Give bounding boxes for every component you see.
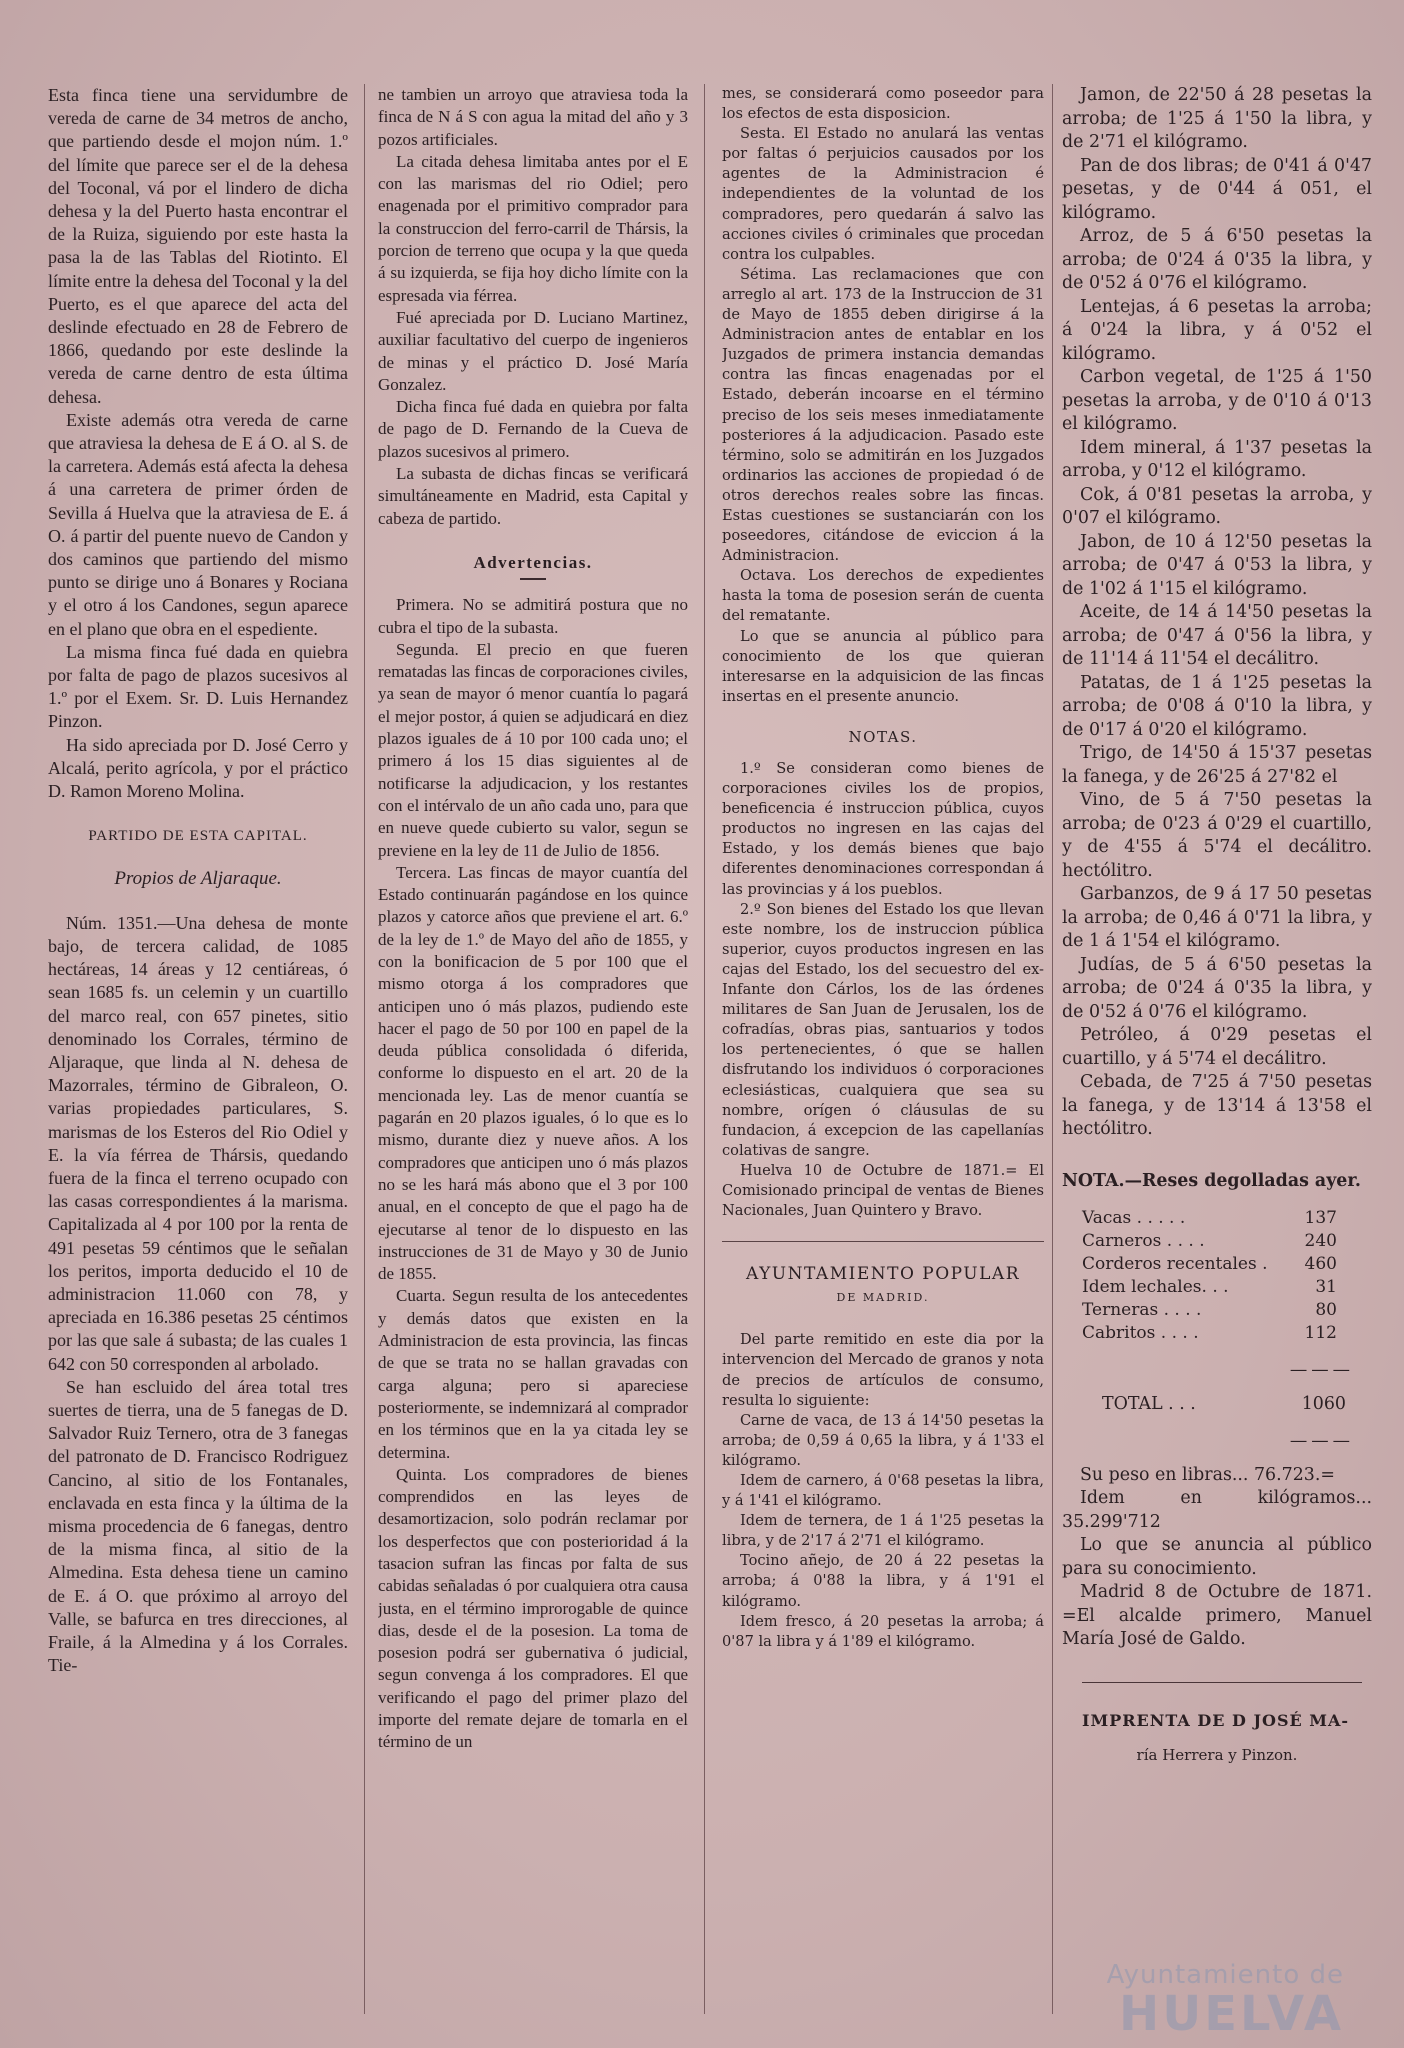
paragraph: 1.º Se consideran como bienes de corporaciones civiles los de propios, beneficencia é instruccion pública, cuyos productos no ingresen en las cajas del Estado, y los demás bienes que bajo diferentes denominaciones correspondan á las provincias y á los pueblos. [722, 760, 1044, 898]
price-item: Vino, de 5 á 7'50 pesetas la arroba; de 0'23 á 0'29 el cuartillo, y de 4'55 á 5'74 el decálitro. hectólitro. [1062, 790, 1372, 881]
section-heading: PARTIDO DE ESTA CAPITAL. [88, 828, 308, 845]
watermark-text: Ayuntamiento de [1106, 1960, 1344, 1990]
price-item: Arroz, de 5 á 6'50 pesetas la arroba; de 0'24 á 0'35 la libra, y de 0'52 á 0'76 el kilógramo. [1062, 226, 1372, 293]
paragraph: Carne de vaca, de 13 á 14'50 pesetas la arroba; de 0,59 á 0,65 la libra, y á 1'33 el kilógramo. [722, 1411, 1044, 1469]
row-value: 137 [1304, 1208, 1337, 1228]
total-label: TOTAL . . . [1102, 1393, 1196, 1414]
table-row [1082, 1276, 1337, 1299]
column-4 [1062, 84, 1372, 2028]
table-row [1082, 1322, 1337, 1345]
section-heading: NOTAS. [848, 727, 918, 746]
price-item: Jabon, de 10 á 12'50 pesetas la arroba; de 0'47 á 0'53 la libra, y de 1'02 á 1'15 el kilógramo. [1062, 531, 1372, 599]
dash-separator: ——— [1289, 1431, 1354, 1451]
paragraph: Dicha finca fué dada en quiebra por falta de pago de D. Fernando de la Cueva de plazos sucesivos al primero. [378, 397, 688, 461]
imprint-line: IMPRENTA DE D JOSÉ MA- [1082, 1710, 1350, 1730]
horizontal-rule [1082, 1682, 1362, 1683]
table-row [1082, 1253, 1337, 1276]
row-label: Terneras . . . . [1082, 1300, 1202, 1320]
paragraph: Primera. No se admitirá postura que no cubra el tipo de la subasta. [378, 595, 688, 637]
paragraph: Cuarta. Segun resulta de los antecedentes y demás datos que existen en la Administracion de esta provincia, las fincas de que se trata no se hallan gravadas con carga alguna; pero si apareciese posteriormente, se indemnizará al comprador en los términos que en la ya citada ley se determina. [378, 1286, 688, 1462]
paragraph: La subasta de dichas fincas se verificará simultáneamente en Madrid, esta Capital y cabeza de partido. [378, 464, 688, 528]
price-item: Trigo, de 14'50 á 15'37 pesetas la fanega, y de 26'25 á 27'82 el [1062, 743, 1372, 787]
paragraph: Lo que se anuncia al público para conocimiento de los que quieran interesarse en la adquisicion de las fincas insertas en el presente anuncio. [722, 627, 1044, 705]
paragraph: ne tambien un arroyo que atraviesa toda la finca de N á S con agua la mitad del año y 3 pozos artificiales. [378, 85, 688, 149]
paragraph: 2.º Son bienes del Estado los que llevan este nombre, los de instruccion pública superior, cuyos productos ingresen en las cajas del Estado, los del secuestro del ex-Infante don Cárlos, los de las órdenes militares de San Juan de Jerusalen, los de cofradías, obras pias, santuarios y todos los pertenecientes, ó que se hallen disfrutando los individuos ó corporaciones eclesiásticas, cualquiera que sea su nombre, orígen ó cláusulas de su fundacion, á excepcion de las capellanías colativas de sangre. [722, 900, 1044, 1159]
row-value: 460 [1304, 1254, 1337, 1274]
row-value: 112 [1304, 1323, 1337, 1343]
paragraph: Idem de carnero, á 0'68 pesetas la libra, y á 1'41 el kilógramo. [722, 1472, 1044, 1510]
paragraph: Madrid 8 de Octubre de 1871. =El alcalde primero, Manuel María José de Galdo. [1062, 1582, 1372, 1649]
row-value: 240 [1304, 1231, 1337, 1251]
price-item: Aceite, de 14 á 14'50 pesetas la arroba; de 0'47 á 0'56 la libra, y de 11'14 á 11'54 el decálitro. [1062, 602, 1372, 669]
row-value: 31 [1315, 1277, 1337, 1297]
paragraph: Núm. 1351.—Una dehesa de monte bajo, de tercera calidad, de 1085 hectáreas, 14 áreas y 12 centiáreas, ó sean 1685 fs. un celemin y un cuartillo del marco real, con 657 pinetes, sitio denominado los Corrales, término de Aljaraque, que linda al N. dehesa de Mazorrales, término de Gibraleon, O. varias propiedades particulares, S. marismas de los Esteros del Rio Odiel y E. la vía férrea de Thársis, quedando fuera de la finca el terreno ocupado con las casas correspondientes á la marisma. Capitalizada al 4 por 100 por la renta de 491 pesetas 59 céntimos que le señalan los peritos, importa deducido el 10 de administracion 11.060 con 78, y apreciada en 16.386 pesetas 25 céntimos por las que sale á subasta; de las cuales 1 642 con 50 corresponden al arbolado. [48, 912, 348, 1374]
price-item: Jamon, de 22'50 á 28 pesetas la arroba; de 1'25 á 1'50 la libra, y de 2'71 el kilógramo. [1062, 85, 1372, 152]
row-label: Cabritos . . . . [1082, 1323, 1199, 1343]
reses-table [1082, 1207, 1337, 1345]
price-item: Judías, de 5 á 6'50 pesetas la arroba; de 0'24 á 0'35 la libra, y de 0'52 á 0'76 el kilógramo. [1062, 954, 1372, 1022]
paragraph: Idem de ternera, de 1 á 1'25 pesetas la libra, y de 2'17 á 2'71 el kilógramo. [722, 1512, 1044, 1550]
table-row [1082, 1207, 1337, 1230]
paragraph: Fué apreciada por D. Luciano Martinez, auxiliar facultativo del cuerpo de ingenieros de minas y el práctico D. José María Gonzalez. [378, 307, 688, 394]
price-item: Cebada, de 7'25 á 7'50 pesetas la fanega, y de 13'14 á 13'58 el hectólitro. [1062, 1072, 1372, 1139]
price-item: Patatas, de 1 á 1'25 pesetas la arroba; de 0'08 á 0'10 la libra, y de 0'17 á 0'20 el kilógramo. [1062, 672, 1372, 740]
paragraph: Lo que se anuncia al público para su conocimiento. [1062, 1535, 1372, 1579]
subsection-heading: DE MADRID. [836, 1291, 930, 1305]
row-label: Idem lechales. . . [1082, 1277, 1229, 1297]
paragraph: Existe además otra vereda de carne que atraviesa la dehesa de E á O. al S. de la carretera. Además está afecta la dehesa á una carretera de primer órden de Sevilla á Huelva que la atraviesa de E. á O. á partir del puente nuevo de Candon y dos caminos que partiendo del mismo punto se dirige uno á Bonares y Rociana y el otro á los Candones, segun aparece en el plano que obra en el espediente. [48, 409, 348, 639]
paragraph: Se han escluido del área total tres suertes de tierra, una de 5 fanegas de D. Salvador Ruiz Ternero, otra de 3 fanegas del patronato de D. Francisco Rodriguez Cancino, al sitio de los Fontanales, enclavada en esta finca y la última de la misma procedencia de 6 fanegas, dentro de la misma finca, al sitio de la Almedina. Esta dehesa tiene un camino de E. á O. que próximo al arroyo del Valle, se bafurca en tres direcciones, al Fraile, á la Almedina y á los Corrales. Tie- [48, 1376, 348, 1676]
paragraph: Huelva 10 de Octubre de 1871.= El Comisionado principal de ventas de Bienes Nacionales, Juan Quintero y Bravo. [722, 1161, 1044, 1220]
price-item: Lentejas, á 6 pesetas la arroba; á 0'24 la libra, y á 0'52 el kilógramo. [1062, 296, 1372, 364]
archive-watermark [1106, 1960, 1344, 2042]
column-rule [364, 84, 365, 2014]
column-1 [48, 84, 348, 2028]
paragraph: Del parte remitido en este dia por la intervencion del Mercado de granos y nota de precios de artículos de consumo, resulta lo siguiente: [722, 1331, 1044, 1409]
nota-heading: NOTA.—Reses degolladas ayer. [1062, 1170, 1361, 1191]
price-item: Petróleo, á 0'29 pesetas el cuartillo, y á 5'74 el decálitro. [1062, 1025, 1372, 1069]
watermark-text: HUELVA [1119, 1986, 1344, 2042]
price-item: Idem mineral, á 1'37 pesetas la arroba, y 0'12 el kilógramo. [1062, 437, 1372, 481]
row-label: Corderos recentales . [1082, 1254, 1268, 1274]
price-item: Carbon vegetal, de 1'25 á 1'50 pesetas la arroba, y de 0'10 á 0'13 el kilógramo. [1062, 367, 1372, 434]
paragraph: Tocino añejo, de 20 á 22 pesetas la arroba; á 0'88 la libra, y á 1'91 el kilógramo. [722, 1552, 1044, 1610]
paragraph: Su peso en libras... 76.723.= [1080, 1464, 1335, 1485]
paragraph: Sesta. El Estado no anulará las ventas por faltas ó perjuicios causados por los agentes de la Administracion é independientes de la voluntad de los compradores, pero quedarán á salvo las acciones civiles ó criminales que procedan contra los culpables. [722, 125, 1044, 263]
column-3 [722, 84, 1044, 2028]
price-item: Pan de dos libras; de 0'41 á 0'47 pesetas, y de 0'44 á 051, el kilógramo. [1062, 155, 1372, 223]
paragraph: Octava. Los derechos de expedientes hasta la toma de posesion serán de cuenta del rematante. [722, 567, 1044, 625]
column-rule [704, 84, 705, 2014]
paragraph: La citada dehesa limitaba antes por el E con las marismas del rio Odiel; pero enagenada por el primitivo comprador para la construccion del ferro-carril de Thársis, la porcion de terreno que ocupa y la que queda á su izquierda, se fija hoy dicho límite con la espresada via férrea. [378, 151, 688, 305]
section-heading: AYUNTAMIENTO POPULAR [722, 1241, 1044, 1284]
column-2 [378, 84, 688, 2028]
paragraph: Segunda. El precio en que fueren rematadas las fincas de corporaciones civiles, ya sean de mayor ó menor cuantía lo pagará el mejor postor, á quien se adjudicará en diez plazos iguales de á 10 por 100 cada uno; el primero á los 15 dias siguientes al de notificarse la adjudicacion, y los restantes con el intérvalo de un año cada uno, para que en nueve quede cubierto su valor, segun se previene en la ley de 11 de Julio de 1856. [378, 639, 688, 860]
paragraph: Tercera. Las fincas de mayor cuantía del Estado continuarán pagándose en los quince plazos y catorce años que previene el art. 6.º de la ley de 1.º de Mayo del año de 1855, y con la bonificacion de 5 por 100 que el mismo otorga á los compradores que anticipen uno ó más plazos, pudiendo este hacer el pago de 50 por 100 en papel de la deuda pública consolidada ó diferida, conforme lo dispuesto en el art. 20 de la mencionada ley. Las de menor cuantía se pagarán en 20 plazos iguales, ó lo que es lo mismo, durante diez y nueve años. A los compradores que anticipen uno ó más plazos no se les hará más abono que el 3 por 100 anual, en el concepto de que el pago ha de ejecutarse al tenor de lo dispuesto en las instrucciones de 31 de Mayo y 30 de Junio de 1855. [378, 862, 688, 1284]
column-rule [1052, 84, 1053, 2014]
paragraph: Ha sido apreciada por D. José Cerro y Alcalá, perito agrícola, y por el práctico D. Ramon Moreno Molina. [48, 734, 348, 802]
row-label: Carneros . . . . [1082, 1231, 1205, 1251]
paragraph: Idem en kilógramos... 35.299'712 [1062, 1488, 1372, 1532]
row-value: 80 [1315, 1300, 1337, 1320]
table-row [1082, 1230, 1337, 1253]
row-label: Vacas . . . . . [1082, 1208, 1186, 1228]
imprint-line: ría Herrera y Pinzon. [1136, 1746, 1298, 1764]
subsection-heading: Propios de Aljaraque. [114, 867, 282, 889]
table-row [1082, 1299, 1337, 1322]
dash-separator: ——— [1289, 1360, 1354, 1380]
paragraph: Idem fresco, á 20 pesetas la arroba; á 0'87 la libra y á 1'89 el kilógramo. [722, 1612, 1044, 1650]
price-item: Garbanzos, de 9 á 17 50 pesetas la arroba; de 0,46 á 0'71 la libra, y de 1 á 1'54 el kilógramo. [1062, 884, 1372, 951]
paragraph: Sétima. Las reclamaciones que con arreglo al art. 173 de la Instruccion de 31 de Mayo de 1855 deben dirigirse á la Administracion antes de entablar en los Juzgados de primera instancia demandas contra las fincas enagenadas por el Estado, deberán incoarse en el término preciso de los seis meses inmediatamente posteriores á la adjudicacion. Pasado este término, solo se admitirán en los Juzgados ordinarios las acciones de propiedad ó de otros derechos reales sobre las fincas. Estas cuestiones se sustanciarán con los poseedores, citándose de eviccion á la Administracion. [722, 265, 1044, 565]
section-heading: Advertencias. [473, 552, 593, 572]
paragraph: Esta finca tiene una servidumbre de vereda de carne de 34 metros de ancho, que partiendo desde el mojon núm. 1.º del límite que parece ser el de la dehesa del Toconal, vá por el lindero de dicha dehesa y la del Puerto hasta encontrar el de la Ruiza, siguiendo por este hasta la pasa la de las Tablas del Riotinto. El límite entre la dehesa del Toconal y la del Puerto, es el que aparece del acta del deslinde efectuado en 28 de Febrero de 1866, quedando por este deslinde la vereda de carne dentro de esta última dehesa. [48, 85, 348, 407]
total-row [1102, 1393, 1346, 1417]
paragraph: La misma finca fué dada en quiebra por falta de pago de plazos sucesivos al 1.º por el Exem. Sr. D. Luis Hernandez Pinzon. [48, 641, 348, 732]
total-value: 1060 [1301, 1393, 1346, 1414]
price-item: Cok, á 0'81 pesetas la arroba, y 0'07 el kilógramo. [1062, 484, 1372, 528]
paragraph: mes, se considerará como poseedor para los efectos de esta disposicion. [722, 85, 1044, 123]
divider [520, 578, 546, 580]
paragraph: Quinta. Los compradores de bienes comprendidos en las leyes de desamortizacion, solo podrán reclamar por los desperfectos que con posterioridad á la tasacion sufran las fincas por falta de sus cabidas señaladas ó por cualquiera otra causa justa, en el término improrogable de quince dias, desde el de la posesion. La toma de posesion podrá ser gubernativa ó judicial, segun convenga á los compradores. El que verificando el pago del primer plazo del importe del remate dejare de tomarla en el término de un [378, 1464, 688, 1752]
